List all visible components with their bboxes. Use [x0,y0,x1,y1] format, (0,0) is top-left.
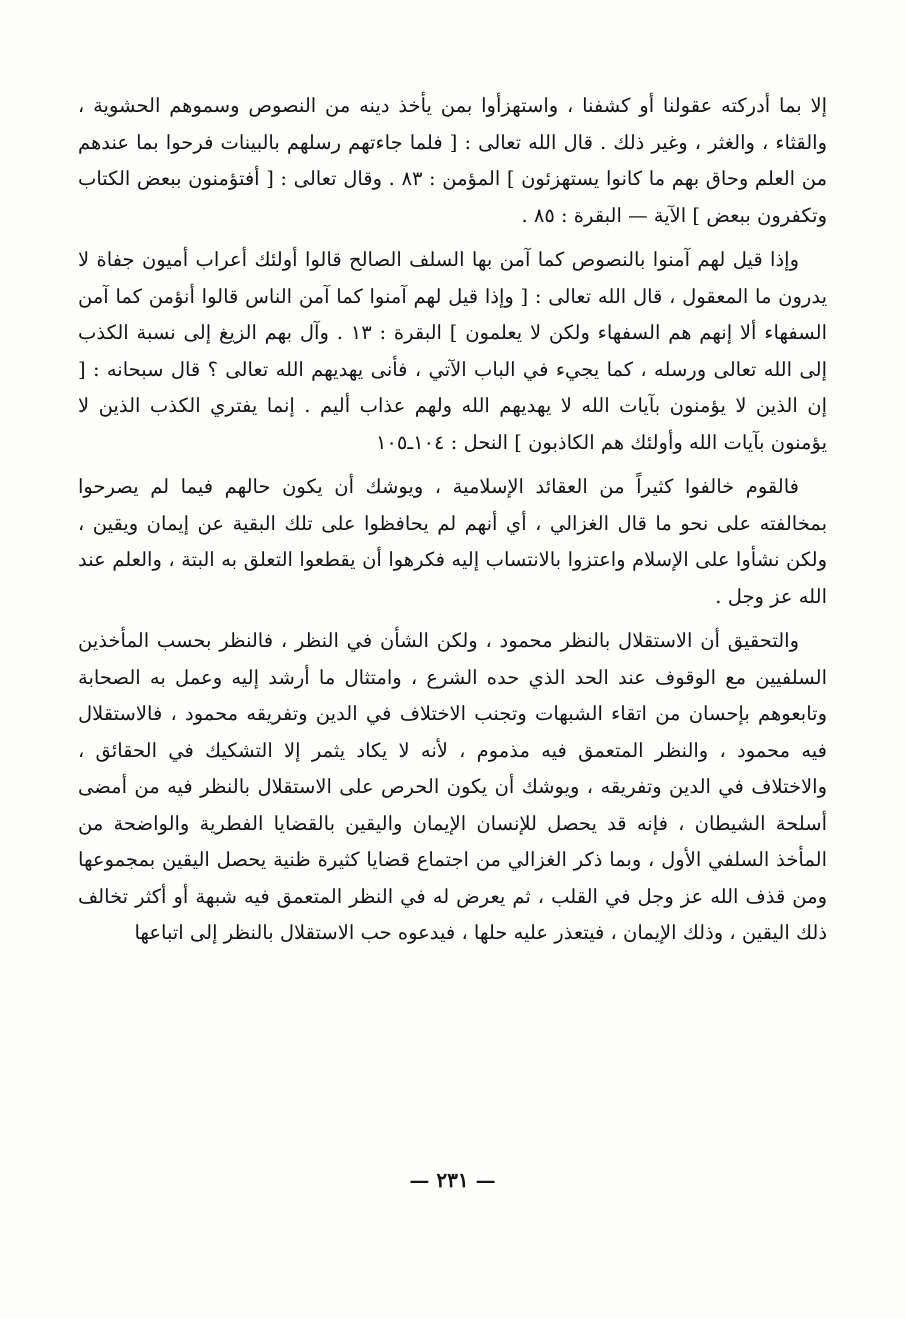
body-text [78,88,827,952]
paragraph-nusus: وإذا قيل لهم آمنوا بالنصوص كما آمن بها السلف الصالح قالوا أولئك أعراب أميون جفاة لا يدرون ما المعقول ، قال الله تعالى : [ وإذا قيل لهم آمنوا كما آمن الناس قالوا أنؤمن كما آمن السفهاء ألا إنهم هم السفهاء ولكن لا يعلمون ] البقرة : ١٣ . وآل بهم الزيغ إلى نسبة الكذب إلى الله تعالى ورسله ، كما يجيء في الباب الآتي ، فأنى يهديهم الله تعالى ؟ قال سبحانه : [ إن الذين لا يؤمنون بآيات الله لا يهديهم الله ولهم عذاب أليم . إنما يفتري الكذب الذين لا يؤمنون بآيات الله وأولئك هم الكاذبون ] النحل : ١٠٤ـ١٠٥ [78,248,827,454]
paragraph-qawm: فالقوم خالفوا كثيراً من العقائد الإسلامية ، ويوشك أن يكون حالهم فيما لم يصرحوا بمخالفته على نحو ما قال الغزالي ، أي أنهم لم يحافظوا على تلك البقية عن إيمان ويقين ، ولكن نشأوا على الإسلام واعتزوا بالانتساب إليه فكرهوا أن يقطعوا التعلق به البتة ، والعلم عند الله عز وجل . [78,475,827,608]
page-number: — ٢٣١ — [409,1168,496,1192]
paragraph-continuation: إلا بما أدركته عقولنا أو كشفنا ، واستهزأوا بمن يأخذ دينه من النصوص وسموهم الحشوية ، والقثاء ، والغثر ، وغير ذلك . قال الله تعالى : [ فلما جاءتهم رسلهم بالبينات فرحوا بما عندهم من العلم وحاق بهم ما كانوا يستهزئون ] المؤمن : ٨٣ . وقال تعالى : [ أفتؤمنون ببعض الكتاب وتكفرون ببعض ] الآية — البقرة : ٨٥ . [78,94,828,227]
paragraph-tahqiq: والتحقيق أن الاستقلال بالنظر محمود ، ولكن الشأن في النظر ، فالنظر بحسب المأخذين السلفيين مع الوقوف عند الحد الذي حده الشرع ، وامتثال ما أرشد إليه وعمل به الصحابة وتابعوهم بإحسان من اتقاء الشبهات وتجنب الاختلاف في الدين وتفريقه محمود ، فالاستقلال فيه محمود ، والنظر المتعمق فيه مذموم ، لأنه لا يكاد يثمر إلا التشكيك في الحقائق ، والاختلاف في الدين وتفريقه ، ويوشك أن يكون الحرص على الاستقلال بالنظر فيه من أمضى أسلحة الشيطان ، فإنه قد يحصل للإنسان الإيمان واليقين بالقضايا الفطرية والواضحة من المأخذ السلفي الأول ، وبما ذكر الغزالي من اجتماع قضايا كثيرة ظنية يحصل اليقين بمجموعها ومن قذف الله عز وجل في القلب ، ثم يعرض له في النظر المتعمق فيه شبهة أو أكثر تخالف ذلك اليقين ، وذلك الإيمان ، فيتعذر عليه حلها ، فيدعوه حب الاستقلال بالنظر إلى اتباعها [78,629,827,944]
